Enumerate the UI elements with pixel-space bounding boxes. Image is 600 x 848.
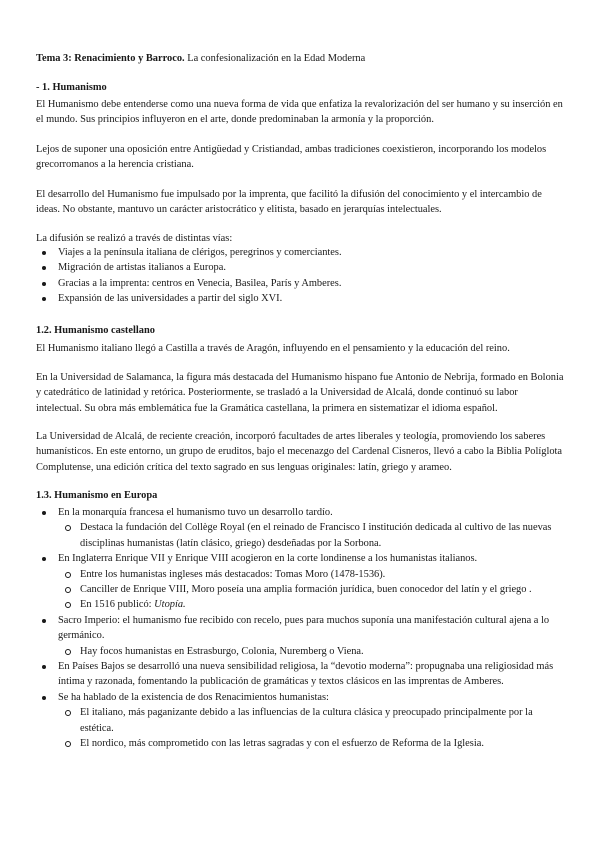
list-item [36, 613, 566, 659]
list-item-text: Se ha hablado de la existencia de dos Renacimientos humanistas: [58, 691, 329, 703]
diffusion-list [36, 245, 566, 307]
list-item [36, 551, 566, 613]
title-bold: Tema 3: Renacimiento y Barroco. [36, 53, 185, 64]
list-item-text: En Inglaterra Enrique VII y Enrique VIII acogieron en la corte londinense a los humanistas italianos. [58, 553, 478, 565]
sub-list-item: Entre los humanistas ingleses más destacados: Tomas Moro (1478-1536). [36, 567, 566, 582]
sub-list-item: Destaca la fundación del Collège Royal (en el reinado de Francisco I institución dedicada al cultivo de las nuevas disciplinas humanistas (latín clásico, griego) desdeñadas por la Sorbona. [36, 520, 566, 551]
paragraph: La Universidad de Alcalá, de reciente creación, incorporó facultades de artes liberales y teología, promoviendo los saberes humanísticos. En este entorno, un grupo de eruditos, bajo el mecenazgo del Cardenal Cisneros, llevó a cabo la Biblia Políglota Complutense, una edición crítica del texto sagrado en sus lenguas originales: latín, griego y arameo. [36, 431, 563, 473]
paragraph: En la Universidad de Salamanca, la figura más destacada del Humanismo hispano fue Antonio de Nebrija, formado en Bolonia y catedrático de latinidad y retórica. Posteriormente, se trasladó a la Universidad de Alcalá, donde continuó su labor intelectual. Su obra más emblemática fue la Gramática castellana, la primera en sistematizar el idioma español. [36, 372, 564, 414]
paragraph: El desarrollo del Humanismo fue impulsado por la imprenta, que facilitó la difusión del conocimiento y el intercambio de ideas. No obstante, mantuvo un carácter aristocrático y elitista, basado en jerarquías intelectuales. [36, 189, 542, 216]
list-item [36, 659, 566, 690]
title-rest: La confesionalización en la Edad Moderna [184, 53, 366, 64]
sub-list [36, 705, 566, 751]
list-item: Gracias a la imprenta: centros en Venecia, Basilea, París y Amberes. [36, 276, 566, 291]
list-item: Expansión de las universidades a partir del siglo XVI. [36, 291, 566, 306]
list-item-text: En la monarquía francesa el humanismo tuvo un desarrollo tardío. [58, 507, 333, 518]
list-item: Migración de artistas italianos a Europa. [36, 260, 566, 275]
list-item [36, 505, 566, 551]
list-item-text: Sacro Imperio: el humanismo fue recibido con recelo, pues para muchos suponía una manifestación cultural ajena a lo germánico. [58, 614, 550, 642]
sub-list-item: El italiano, más paganizante debido a las influencias de la cultura clásica y preocupado principalmente por la estética. [36, 705, 566, 736]
section-heading-humanismo-castellano: 1.2. Humanismo castellano [36, 325, 155, 336]
document-title [36, 51, 566, 66]
sub-list-item: Canciller de Enrique VIII, Moro poseía una amplia formación jurídica, buen conocedor del latín y el griego . [36, 582, 566, 597]
sub-list-item-text: En 1516 publicó: [80, 599, 155, 611]
sub-list-item: Hay focos humanistas en Estrasburgo, Colonia, Nuremberg o Viena. [36, 644, 566, 659]
list-item [36, 690, 566, 752]
paragraph: Lejos de suponer una oposición entre Antigüedad y Cristiandad, ambas tradiciones coexistieron, incorporando los modelos grecorromanos a la herencia cristiana. [36, 144, 547, 171]
sub-list [36, 520, 566, 551]
paragraph: La difusión se realizó a través de distintas vías: [36, 233, 233, 244]
sub-list [36, 567, 566, 613]
paragraph: El Humanismo italiano llegó a Castilla a través de Aragón, influyendo en el pensamiento y la educación del reino. [36, 343, 510, 354]
list-item-text: En Países Bajos se desarrolló una nueva sensibilidad religiosa, la “devotio moderna”: propugnaba una religiosidad más íntima y razonada, fomentando la publicación de gramáticas y textos clásicos en las imprentas de Amberes. [58, 661, 554, 688]
sub-list-item [36, 597, 566, 612]
sub-list-item: El nordico, más comprometido con las letras sagradas y con el esfuerzo de Reforma de la Iglesia. [36, 736, 566, 751]
section-heading-humanismo-europa: 1.3. Humanismo en Europa [36, 490, 158, 501]
sub-list [36, 644, 566, 659]
section-heading-humanismo: - 1. Humanismo [36, 82, 107, 93]
europe-list [36, 505, 566, 752]
list-item: Viajes a la península italiana de clérigos, peregrinos y comerciantes. [36, 245, 566, 260]
utopia-title: Utopía. [154, 599, 186, 611]
paragraph: El Humanismo debe entenderse como una nueva forma de vida que enfatiza la revalorización del ser humano y su inserción en el mundo. Sus principios influyeron en el arte, donde predominaban la armonía y la proporción. [36, 99, 563, 126]
